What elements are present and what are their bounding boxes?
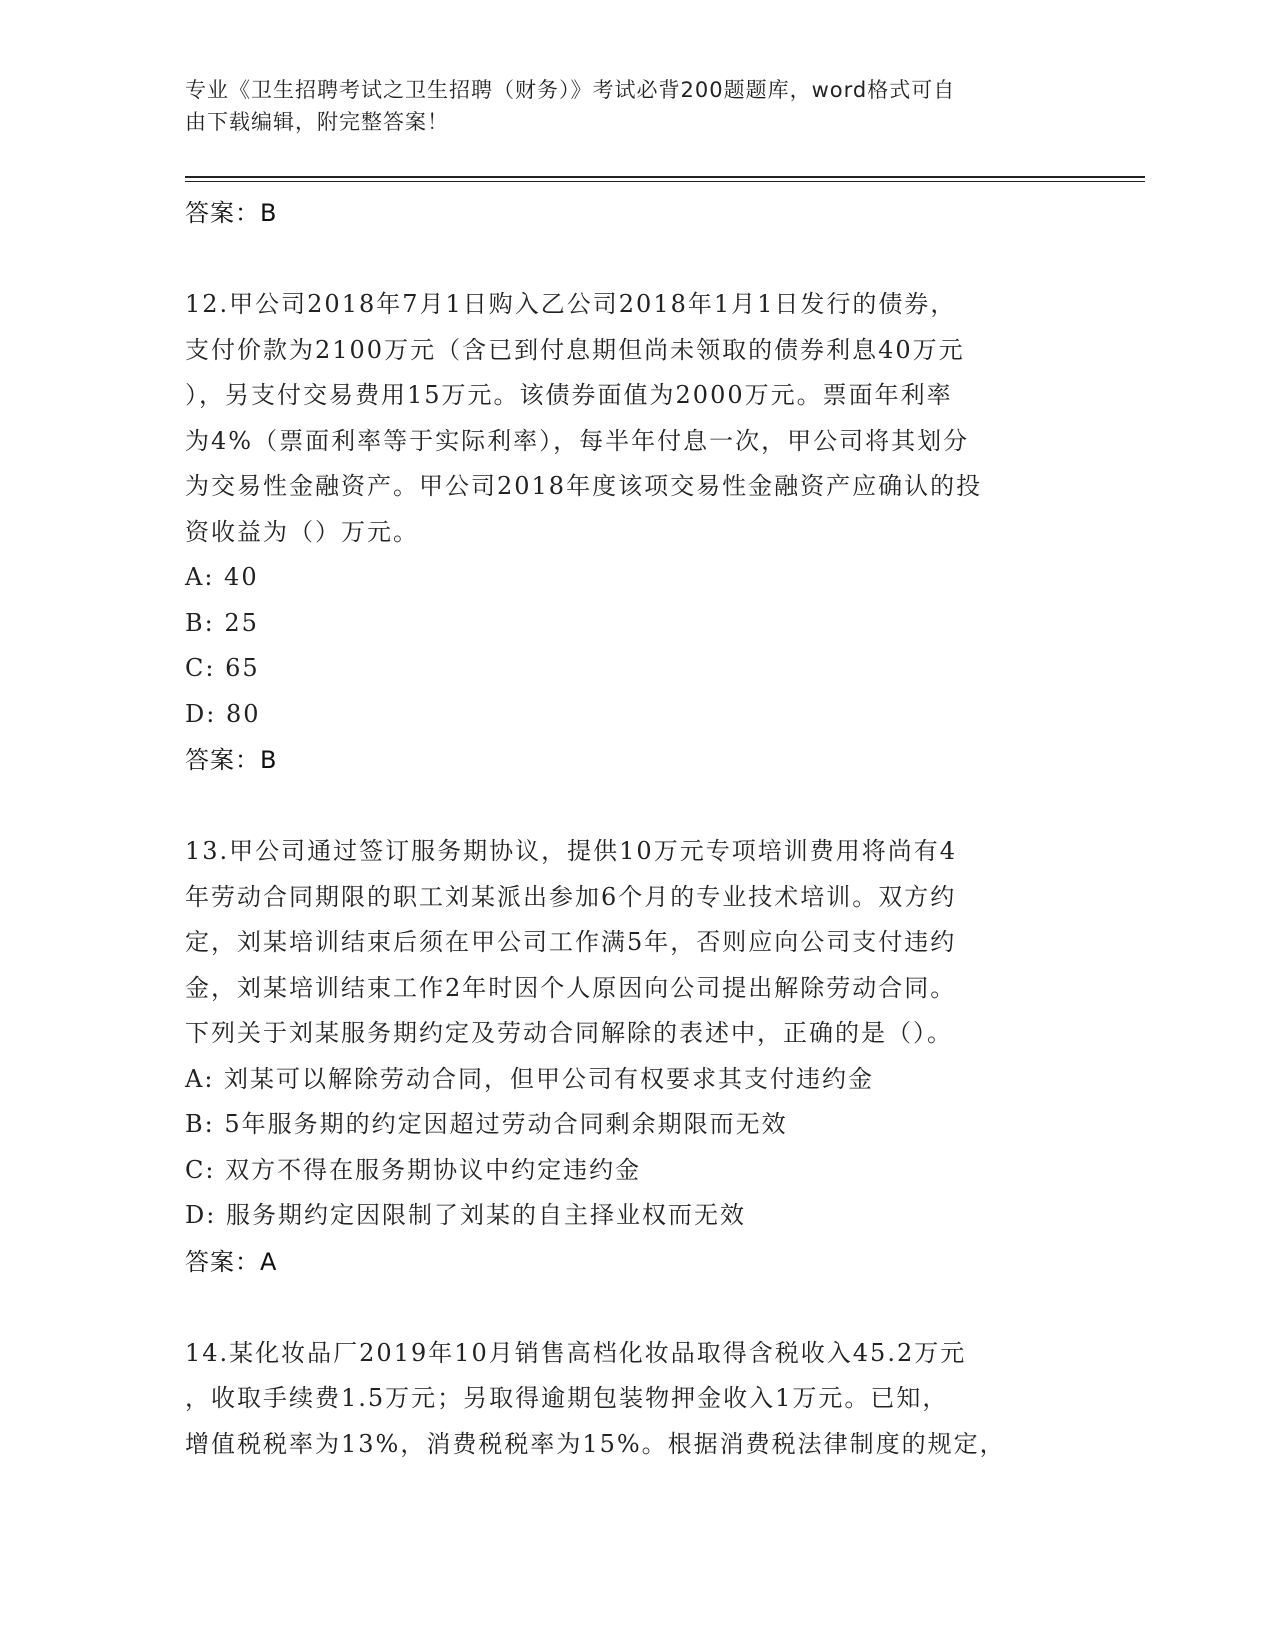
header-line-1: 专业《卫生招聘考试之卫生招聘（财务）》考试必背200题题库，word格式可自 xyxy=(185,78,956,102)
question-line: 资收益为（）万元。 xyxy=(185,517,419,546)
spacer xyxy=(185,1285,1085,1331)
question-12-text xyxy=(185,282,1085,555)
option-b: B: 25 xyxy=(185,608,259,637)
question-line: 14.某化妆品厂2019年10月销售高档化妆品取得含税收入45.2万元 xyxy=(185,1338,967,1367)
header-divider-thick xyxy=(185,176,1145,178)
question-14 xyxy=(185,1331,1085,1468)
question-13 xyxy=(185,829,1085,1285)
page-header xyxy=(185,74,1065,138)
question-13-text xyxy=(185,829,1085,1057)
question-line: 年劳动合同期限的职工刘某派出参加6个月的专业技术培训。双方约 xyxy=(185,882,957,911)
question-line: 支付价款为2100万元（含已到付息期但尚未领取的债券利息40万元 xyxy=(185,335,965,364)
spacer xyxy=(185,236,1085,282)
answer-12: 答案：B xyxy=(185,746,278,774)
question-line: ，收取手续费1.5万元；另取得逾期包装物押金收入1万元。已知， xyxy=(185,1384,949,1412)
question-line: 为交易性金融资产。甲公司2018年度该项交易性金融资产应确认的投 xyxy=(185,472,983,500)
question-line: 为4%（票面利率等于实际利率），每半年付息一次，甲公司将其划分 xyxy=(185,426,970,455)
question-line: ），另支付交易费用15万元。该债券面值为2000万元。票面年利率 xyxy=(185,381,953,409)
option-d: D: 80 xyxy=(185,699,261,728)
question-line: 13.甲公司通过签订服务期协议，提供10万元专项培训费用将尚有4 xyxy=(185,837,957,865)
question-line: 12.甲公司2018年7月1日购入乙公司2018年1月1日发行的债券， xyxy=(185,290,957,318)
question-line: 定，刘某培训结束后须在甲公司工作满5年，否则应向公司支付违约 xyxy=(185,928,957,956)
option-c: C: 双方不得在服务期协议中约定违约金 xyxy=(185,1155,642,1184)
question-14-text xyxy=(185,1331,1085,1468)
question-line: 金，刘某培训结束工作2年时因个人原因向公司提出解除劳动合同。 xyxy=(185,973,957,1002)
question-line: 增值税税率为13%，消费税税率为15%。根据消费税法律制度的规定， xyxy=(185,1429,1006,1458)
header-divider-thin xyxy=(185,181,1145,182)
question-12 xyxy=(185,282,1085,783)
option-a: A: 刘某可以解除劳动合同，但甲公司有权要求其支付违约金 xyxy=(185,1064,875,1093)
option-a: A: 40 xyxy=(185,563,259,591)
option-b: B: 5年服务期的约定因超过劳动合同剩余期限而无效 xyxy=(185,1110,788,1138)
option-d: D: 服务期约定因限制了刘某的自主择业权而无效 xyxy=(185,1201,746,1229)
question-line: 下列关于刘某服务期约定及劳动合同解除的表述中，正确的是（）。 xyxy=(185,1019,953,1047)
header-line-2: 由下载编辑，附完整答案！ xyxy=(185,110,449,134)
spacer xyxy=(185,783,1085,829)
previous-answer: 答案：B xyxy=(185,199,278,227)
document-body xyxy=(185,190,1085,1467)
option-c: C: 65 xyxy=(185,654,260,682)
answer-13: 答案：A xyxy=(185,1247,278,1276)
